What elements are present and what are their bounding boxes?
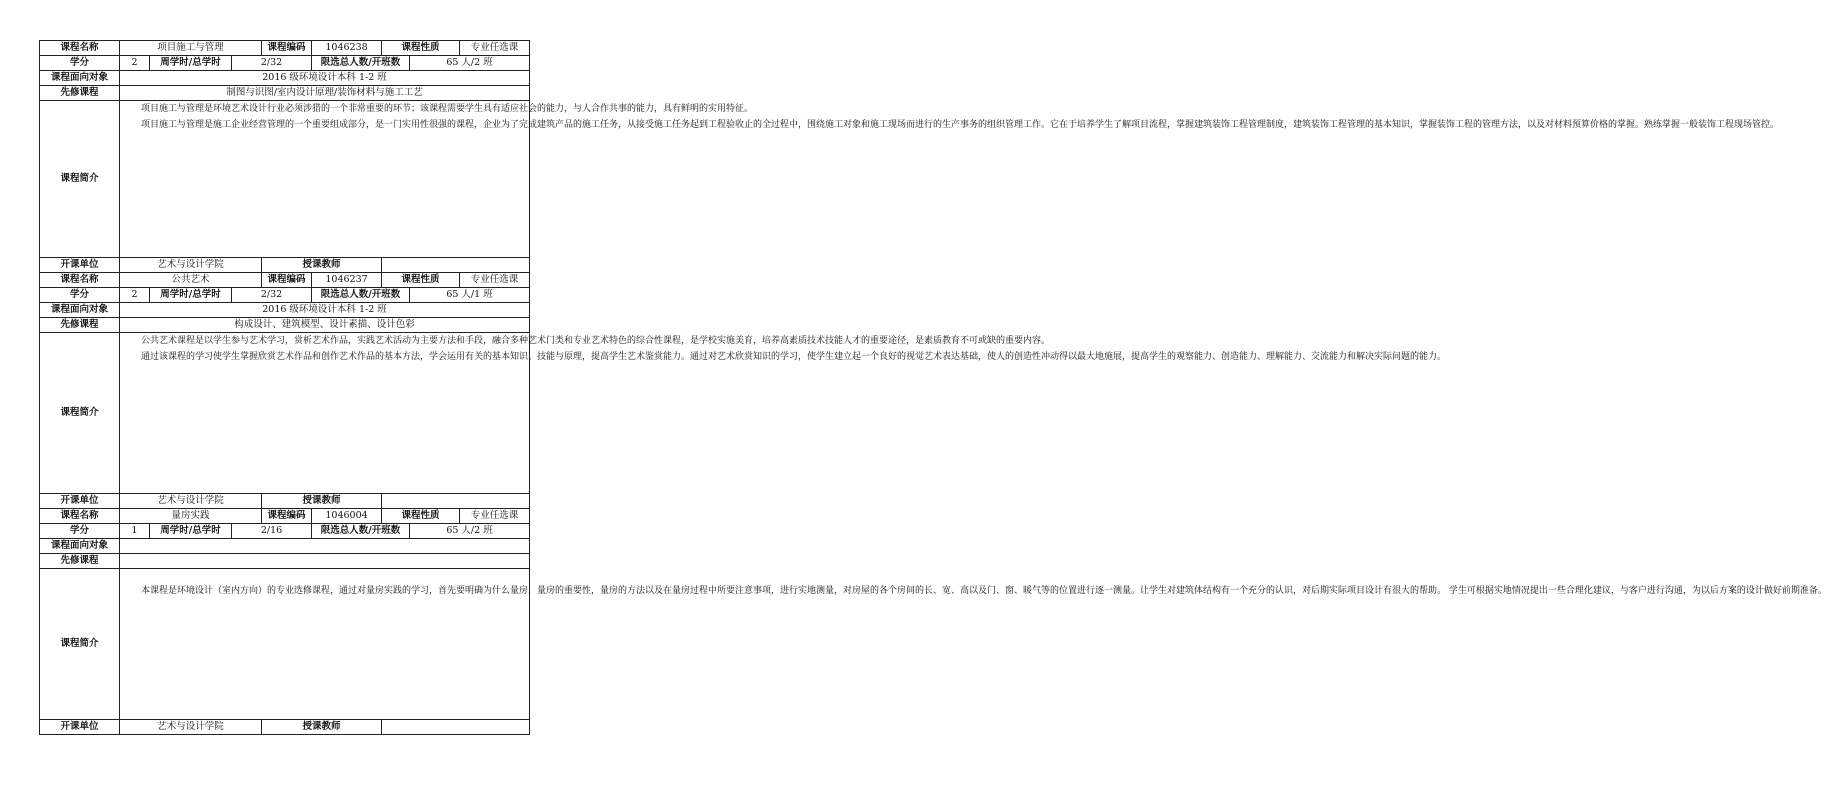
course-1-intro-row [40,101,530,258]
audience-label: 课程面向对象 [40,539,120,554]
intro-label: 课程简介 [40,569,120,720]
teacher-value [382,720,530,735]
course-code-value: 1046004 [312,509,382,524]
department-value: 艺术与设计学院 [120,258,262,273]
intro-paragraph: 项目施工与管理是施工企业经营管理的一个重要组成部分，是一门实用性很强的课程，企业为了完成建筑产品的施工任务，从接受施工任务起到工程验收止的全过程中，围绕施工对象和施工现场而进行的生产事务的组织管理工作。它在于培养学生了解项目流程，掌握建筑装饰工程管理制度，建筑装饰工程管理的基本知识，掌握装饰工程的管理方法，以及对材料预算价格的掌握。熟练掌握一般装饰工程现场管控。 [141,120,1780,131]
course-3-header-row [40,509,530,524]
intro-label: 课程简介 [40,333,120,494]
course-name-value: 公共艺术 [120,273,262,288]
intro-text [120,569,1827,720]
course-3-audience-row [40,539,530,554]
intro-label: 课程简介 [40,101,120,258]
course-2-audience-row [40,303,530,318]
limit-label: 限选总人数/开班数 [312,56,410,71]
intro-paragraph: 通过该课程的学习使学生掌握欣赏艺术作品和创作艺术作品的基本方法，学会运用有关的基本知识、技能与原理，提高学生艺术鉴赏能力。通过对艺术欣赏知识的学习，使学生建立起一个良好的视觉艺术表达基础，使人的创造性冲动得以最大地施展，提高学生的观察能力、创造能力、理解能力、交流能力和解决实际问题的能力。 [141,352,1447,363]
prerequisites-label: 先修课程 [40,554,120,569]
hours-value: 2/32 [232,288,312,303]
course-1-audience-row [40,71,530,86]
audience-label: 课程面向对象 [40,303,120,318]
course-type-label: 课程性质 [382,273,460,288]
course-2-hours-row [40,288,530,303]
course-2-header-row [40,273,530,288]
course-code-label: 课程编码 [262,273,312,288]
course-1-dept-row [40,258,530,273]
intro-text [120,101,1780,258]
audience-value [120,539,530,554]
department-value: 艺术与设计学院 [120,494,262,509]
teacher-value [382,494,530,509]
course-1-prereq-row [40,86,530,101]
intro-text [120,333,1447,494]
teacher-value [382,258,530,273]
credits-label: 学分 [40,288,120,303]
department-value: 艺术与设计学院 [120,720,262,735]
course-name-label: 课程名称 [40,41,120,56]
prerequisites-value: 构成设计、建筑模型、设计素描、设计色彩 [120,318,530,333]
course-3-hours-row [40,524,530,539]
credits-value: 1 [120,524,150,539]
course-type-value: 专业任选课 [460,41,530,56]
course-code-value: 1046238 [312,41,382,56]
audience-value: 2016 级环境设计本科 1-2 班 [120,303,530,318]
course-type-value: 专业任选课 [460,273,530,288]
intro-paragraph: 本课程是环境设计（室内方向）的专业选修课程，通过对量房实践的学习，首先要明确为什么量房，量房的重要性，量房的方法以及在量房过程中所要注意事项，进行实地测量，对房屋的各个房间的长、宽、高以及门、窗、暖气等的位置进行逐一测量。让学生对建筑体结构有一个充分的认识，对后期实际项目设计有很大的帮助。 学生可根据实地情况提出一些合理化建议，与客户进行沟通，为以后方案的设计做好前期准备。 [141,586,1827,596]
course-table [39,40,1827,735]
credits-label: 学分 [40,56,120,71]
course-type-value: 专业任选课 [460,509,530,524]
course-3-prereq-row [40,554,530,569]
course-code-label: 课程编码 [262,509,312,524]
course-2-intro-row [40,333,530,494]
course-name-value: 项目施工与管理 [120,41,262,56]
credits-value: 2 [120,288,150,303]
course-name-value: 量房实践 [120,509,262,524]
course-code-value: 1046237 [312,273,382,288]
limit-value: 65 人/2 班 [410,56,530,71]
hours-label: 周学时/总学时 [150,288,232,303]
teacher-label: 授课教师 [262,494,382,509]
limit-value: 65 人/2 班 [410,524,530,539]
course-1-hours-row [40,56,530,71]
limit-label: 限选总人数/开班数 [312,288,410,303]
prerequisites-value: 制图与识图/室内设计原理/装饰材料与施工工艺 [120,86,530,101]
course-type-label: 课程性质 [382,41,460,56]
intro-paragraph: 公共艺术课程是以学生参与艺术学习，赏析艺术作品，实践艺术活动为主要方法和手段，融合多种艺术门类和专业艺术特色的综合性课程，是学校实施美育，培养高素质技术技能人才的重要途径，是素质教育不可或缺的重要内容。 [141,336,1051,346]
course-type-label: 课程性质 [382,509,460,524]
credits-label: 学分 [40,524,120,539]
department-label: 开课单位 [40,720,120,735]
prerequisites-label: 先修课程 [40,318,120,333]
prerequisites-value [120,554,530,569]
course-2-prereq-row [40,318,530,333]
course-3-intro-row [40,569,530,720]
course-2-dept-row [40,494,530,509]
intro-paragraph: 项目施工与管理是环境艺术设计行业必须涉猎的一个非常重要的环节；该课程需要学生具有适应社会的能力，与人合作共事的能力，具有鲜明的实用特征。 [141,104,754,114]
audience-label: 课程面向对象 [40,71,120,86]
department-label: 开课单位 [40,494,120,509]
limit-value: 65 人/1 班 [410,288,530,303]
credits-value: 2 [120,56,150,71]
teacher-label: 授课教师 [262,720,382,735]
course-3-dept-row [40,720,530,735]
hours-value: 2/32 [232,56,312,71]
teacher-label: 授课教师 [262,258,382,273]
hours-label: 周学时/总学时 [150,524,232,539]
hours-label: 周学时/总学时 [150,56,232,71]
department-label: 开课单位 [40,258,120,273]
course-catalog-sheet [39,40,1827,735]
course-1-header-row [40,41,530,56]
course-name-label: 课程名称 [40,273,120,288]
course-name-label: 课程名称 [40,509,120,524]
course-code-label: 课程编码 [262,41,312,56]
audience-value: 2016 级环境设计本科 1-2 班 [120,71,530,86]
hours-value: 2/16 [232,524,312,539]
limit-label: 限选总人数/开班数 [312,524,410,539]
prerequisites-label: 先修课程 [40,86,120,101]
